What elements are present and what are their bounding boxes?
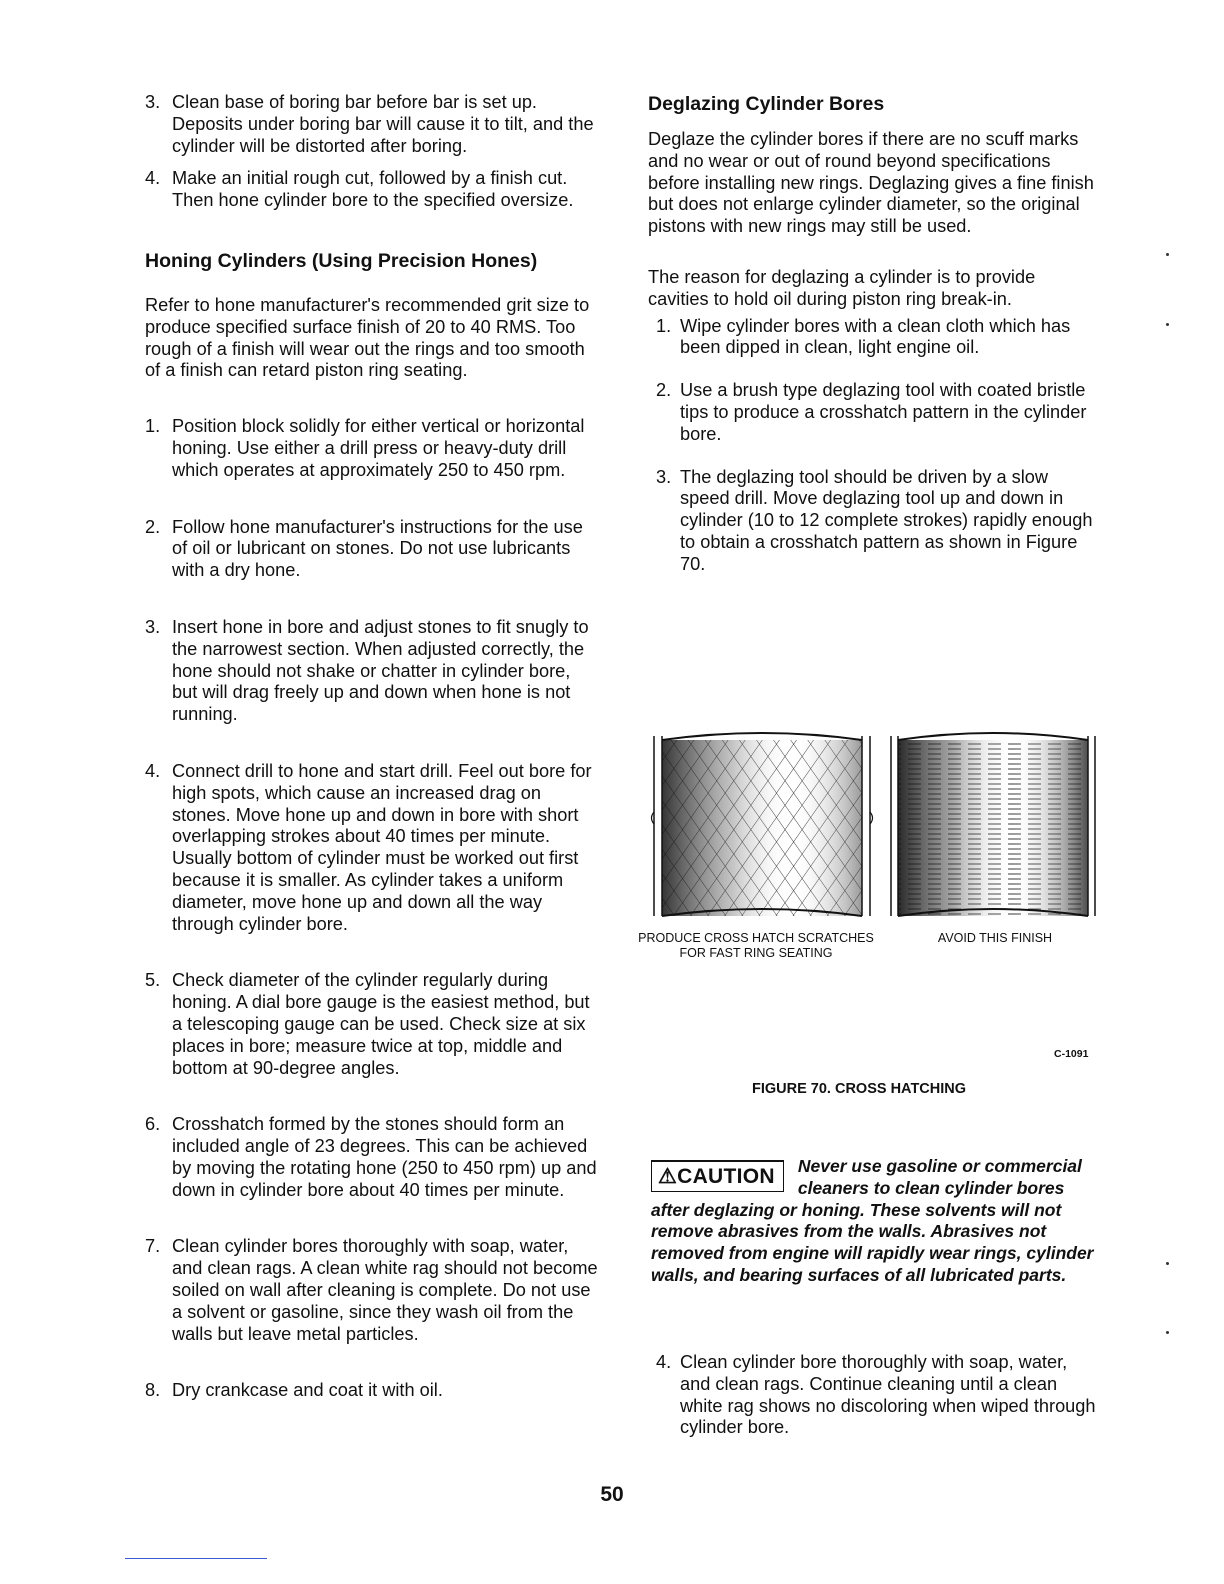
deglazing-heading: Deglazing Cylinder Bores [648, 93, 885, 115]
honing-intro: Refer to hone manufacturer's recommended grit size to produce specified surface finish of 20 to 40 RMS. Too rough of a finish will wear out the rings and too smooth of a finish can retard piston ring seating. [145, 294, 590, 381]
list-number: 6. [145, 1114, 161, 1135]
caption-line: PRODUCE CROSS HATCH SCRATCHES [638, 931, 874, 945]
scan-speck [1166, 323, 1169, 326]
figure-right-caption: AVOID THIS FINISH [937, 931, 1053, 945]
list-text: The deglazing tool should be driven by a slow speed drill. Move deglazing tool up and down in cylinder (10 to 12 complete strokes) rapidly enough to obtain a crosshatch pattern as shown in Figure 70. [680, 466, 1093, 574]
list-number: 2. [656, 380, 672, 401]
list-item [648, 1352, 1098, 1439]
page-number: 50 [600, 1483, 624, 1506]
list-item [648, 380, 1098, 445]
honing-heading: Honing Cylinders (Using Precision Hones) [145, 249, 538, 272]
figure-70 [630, 732, 1100, 1112]
list-item [145, 1236, 600, 1345]
deglazing-reason: The reason for deglazing a cylinder is to provide cavities to hold oil during piston ring break-in. [648, 266, 1036, 309]
list-item [145, 416, 600, 481]
scan-speck [1166, 1262, 1169, 1265]
list-item [145, 517, 600, 582]
list-number: 1. [656, 315, 672, 336]
list-number: 4. [145, 168, 161, 189]
list-item [145, 1380, 600, 1402]
list-number: 1. [145, 416, 161, 437]
list-number: 4. [145, 760, 161, 781]
list-text: Connect drill to hone and start drill. Feel out bore for high spots, which cause an increased drag on stones. Move hone up and down in bore with short overlapping strokes about 40 times per minute. Usually bottom of cylinder must be worked out first because it is smaller. As cylinder takes a uniform diameter, move hone up and down all the way through cylinder bore. [172, 760, 592, 934]
figure-code: C-1091 [1054, 1048, 1089, 1060]
crosshatch-good-illustration [648, 732, 878, 918]
list-number: 3. [145, 616, 161, 637]
caution-text: Never use gasoline or commercial cleaners to clean cylinder bores after deglazing or honing. These solvents will not remove abrasives from the walls. Abrasives not removed from engine will rapidly wear rings, cylinder walls, and bearing surfaces of all lubricated parts. [651, 1156, 1094, 1285]
list-number: 8. [145, 1380, 161, 1401]
list-text: Check diameter of the cylinder regularly during honing. A dial bore gauge is the easiest method, but a telescoping gauge can be used. Check size at six places in bore; measure twice at top, middle and bottom at 90-degree angles. [172, 970, 590, 1078]
scan-speck [1166, 253, 1169, 256]
deglazing-intro: Deglaze the cylinder bores if there are no scuff marks and no wear or out of round beyond specifications before installing new rings. Deglazing gives a fine finish but does not enlarge cylinder diameter, so the original pistons with new rings may still be used. [648, 129, 1094, 237]
list-item [145, 1114, 600, 1201]
list-item [145, 617, 600, 726]
list-text: Use a brush type deglazing tool with coated bristle tips to produce a crosshatch pattern in the cylinder bore. [680, 380, 1087, 444]
caution-badge: ⚠CAUTION [651, 1160, 784, 1192]
list-number: 2. [145, 516, 161, 537]
list-item [145, 970, 600, 1079]
footer-divider [125, 1558, 267, 1559]
list-number: 3. [656, 466, 672, 487]
list-text: Insert hone in bore and adjust stones to fit snugly to the narrowest section. When adjusted correctly, the hone should not shake or chatter in cylinder bore, but will drag freely up and down when hone is not running. [172, 616, 589, 725]
list-text: Wipe cylinder bores with a clean cloth which has been dipped in clean, light engine oil. [680, 315, 1071, 358]
right-column [648, 92, 1098, 576]
list-item [648, 316, 1098, 360]
figure-left-caption [630, 931, 882, 961]
list-text: Make an initial rough cut, followed by a finish cut. Then hone cylinder bore to the specified oversize. [172, 168, 574, 211]
list-text: Clean base of boring bar before bar is set up. Deposits under boring bar will cause it to tilt, and the cylinder will be distorted after boring. [172, 92, 594, 156]
list-text: Dry crankcase and coat it with oil. [172, 1380, 443, 1401]
list-number: 4. [656, 1352, 672, 1372]
list-number: 3. [145, 92, 161, 112]
left-column [145, 92, 600, 1402]
caution-block [651, 1156, 1099, 1287]
list-number: 7. [145, 1236, 161, 1257]
caption-line: FOR FAST RING SEATING [679, 946, 833, 960]
smooth-finish-illustration [888, 732, 1100, 918]
list-item [145, 92, 600, 157]
list-text: Position block solidly for either vertical or horizontal honing. Use either a drill press or heavy-duty drill which operates at approximately 250 to 450 rpm. [172, 416, 585, 480]
figure-title: FIGURE 70. CROSS HATCHING [752, 1081, 967, 1097]
scan-speck [1166, 1331, 1169, 1334]
list-item [648, 467, 1098, 576]
list-number: 5. [145, 970, 161, 991]
list-text: Follow hone manufacturer's instructions for the use of oil or lubricant on stones. Do not use lubricants with a dry hone. [172, 516, 583, 581]
list-item [145, 168, 600, 212]
list-text: Crosshatch formed by the stones should form an included angle of 23 degrees. This can be achieved by moving the rotating hone (250 to 450 rpm) up and down in cylinder bore about 40 times per minute. [172, 1114, 597, 1200]
list-item [145, 761, 600, 935]
list-text: Clean cylinder bores thoroughly with soap, water, and clean rags. A clean white rag should not become soiled on wall after cleaning is complete. Do not use a solvent or gasoline, since they wash oil from the walls but leave metal particles. [172, 1236, 598, 1344]
list-text: Clean cylinder bore thoroughly with soap, water, and clean rags. Continue cleaning until a clean white rag shows no discoloring when wiped through cylinder bore. [680, 1352, 1096, 1438]
